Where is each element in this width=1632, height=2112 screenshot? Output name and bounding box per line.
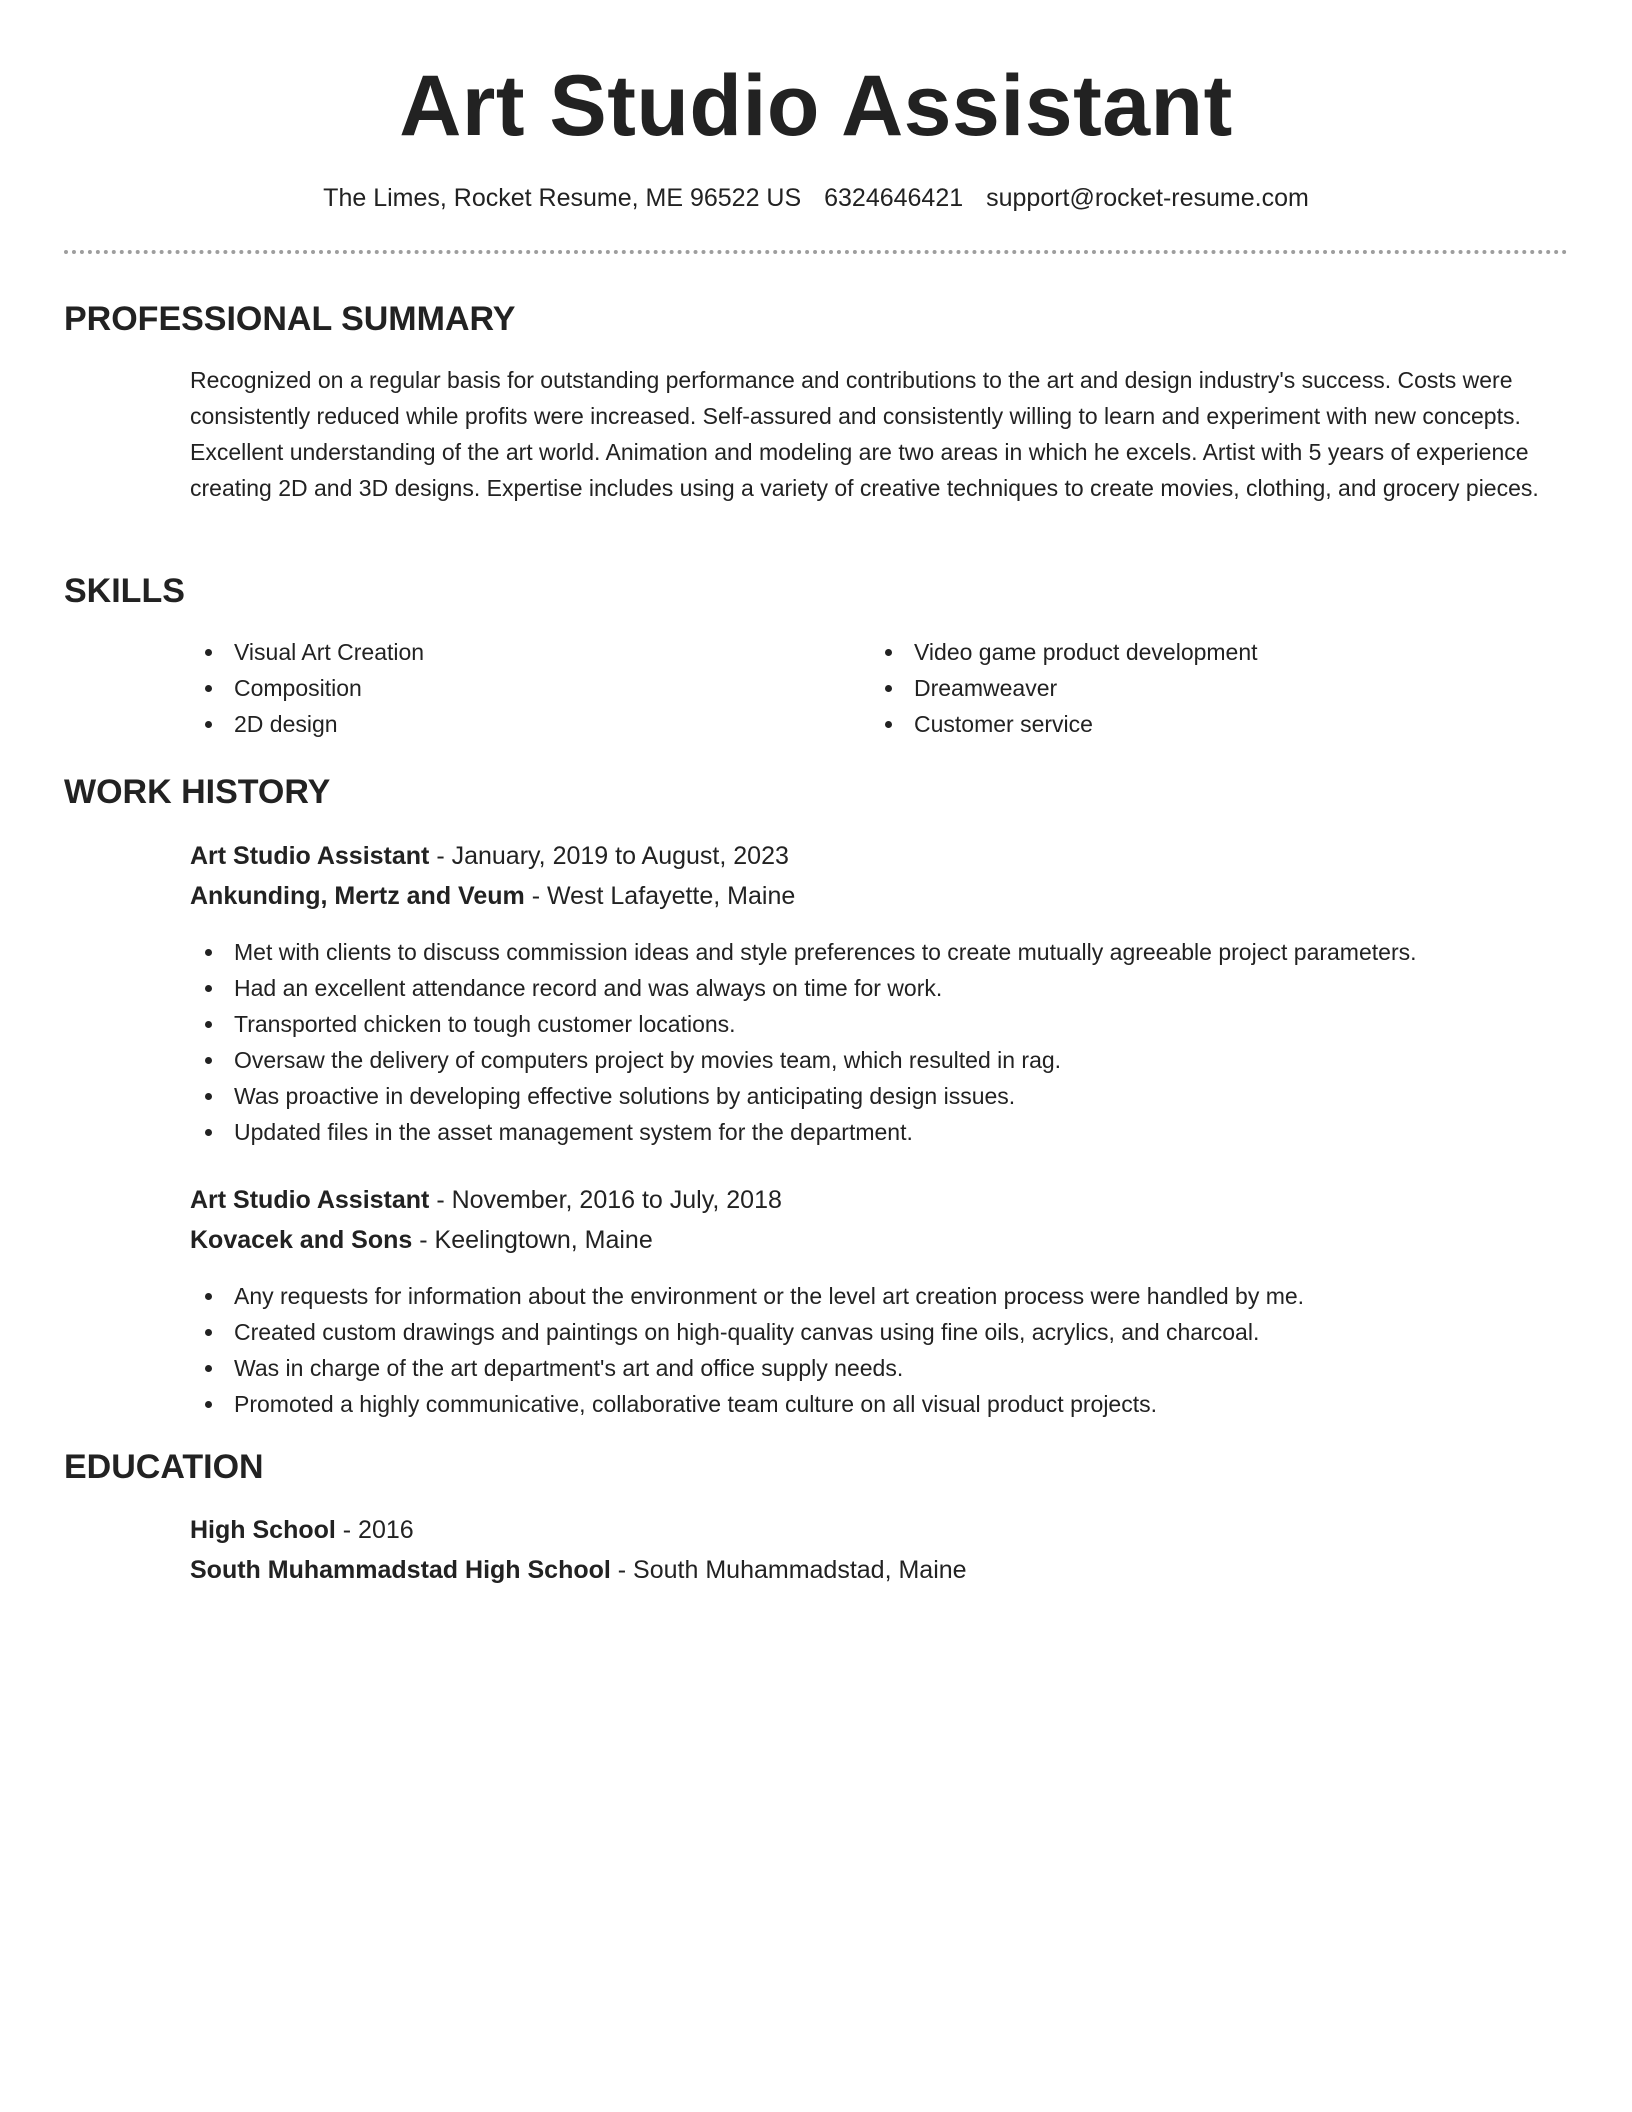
summary-text: Recognized on a regular basis for outstanding performance and contributions to the art and design industry's success. Costs were consistently reduced while profits were increased. Self-assured and consistently willing to learn and experiment with new concepts. Excellent understanding of the art world. Animation and modeling are two areas in which he excels. Artist with 5 years of experience creating 2D and 3D designs. Expertise includes using a variety of creative techniques to create movies, clothing, and grocery pieces.: [190, 367, 1539, 501]
skill-item: Video game product development: [870, 634, 1470, 670]
job-duty: Was in charge of the art department's art and office supply needs.: [190, 1350, 1568, 1386]
education-heading: EDUCATION: [64, 1448, 264, 1486]
skill-item: Visual Art Creation: [190, 634, 790, 670]
education-school: South Muhammadstad High School: [190, 1556, 611, 1584]
job-company-line: [190, 1220, 1568, 1260]
education-school-line: [190, 1550, 1568, 1590]
job-dates: - January, 2019 to August, 2023: [429, 842, 789, 870]
education-year: - 2016: [335, 1516, 414, 1544]
skills-heading: SKILLS: [64, 572, 185, 610]
job-title-line: [190, 1180, 1568, 1220]
contact-address: The Limes, Rocket Resume, ME 96522 US: [323, 184, 802, 212]
skill-item: 2D design: [190, 706, 790, 742]
skill-item: Dreamweaver: [870, 670, 1470, 706]
resume-name: Art Studio Assistant: [399, 58, 1233, 154]
education-degree: High School: [190, 1516, 336, 1544]
skills-list-right: [870, 634, 1470, 742]
education-degree-line: [190, 1510, 1568, 1550]
job-duty: Created custom drawings and paintings on high-quality canvas using fine oils, acrylics, and charcoal.: [190, 1314, 1568, 1350]
job-duty: Had an excellent attendance record and was always on time for work.: [190, 970, 1568, 1006]
skill-item: Composition: [190, 670, 790, 706]
job-dates: - November, 2016 to July, 2018: [429, 1186, 782, 1214]
job-entry: [190, 836, 1568, 916]
job-duties: [190, 1278, 1568, 1422]
contact-phone: 6324646421: [824, 184, 964, 212]
education-entry: [190, 1510, 1568, 1590]
summary-heading: PROFESSIONAL SUMMARY: [64, 300, 516, 338]
job-company: Ankunding, Mertz and Veum: [190, 882, 525, 910]
job-entry: [190, 1180, 1568, 1260]
job-company: Kovacek and Sons: [190, 1226, 413, 1254]
header-divider: [64, 250, 1568, 254]
contact-line: [64, 182, 1568, 214]
job-company-line: [190, 876, 1568, 916]
job-location: - Keelingtown, Maine: [412, 1226, 653, 1254]
job-duty: Oversaw the delivery of computers project by movies team, which resulted in rag.: [190, 1042, 1568, 1078]
work-heading: WORK HISTORY: [64, 773, 331, 811]
job-duty: Updated files in the asset management system for the department.: [190, 1114, 1568, 1150]
job-duty: Promoted a highly communicative, collaborative team culture on all visual product projects.: [190, 1386, 1568, 1422]
job-duties: [190, 934, 1568, 1150]
job-duty: Met with clients to discuss commission ideas and style preferences to create mutually agreeable project parameters.: [190, 934, 1568, 970]
contact-email: support@rocket-resume.com: [986, 184, 1309, 212]
job-duty: Any requests for information about the environment or the level art creation process were handled by me.: [190, 1278, 1568, 1314]
job-title-line: [190, 836, 1568, 876]
job-position: Art Studio Assistant: [190, 1186, 430, 1214]
education-location: - South Muhammadstad, Maine: [610, 1556, 967, 1584]
job-duty: Was proactive in developing effective solutions by anticipating design issues.: [190, 1078, 1568, 1114]
job-location: - West Lafayette, Maine: [524, 882, 796, 910]
job-position: Art Studio Assistant: [190, 842, 430, 870]
skills-list-left: [190, 634, 790, 742]
job-duty: Transported chicken to tough customer locations.: [190, 1006, 1568, 1042]
skill-item: Customer service: [870, 706, 1470, 742]
